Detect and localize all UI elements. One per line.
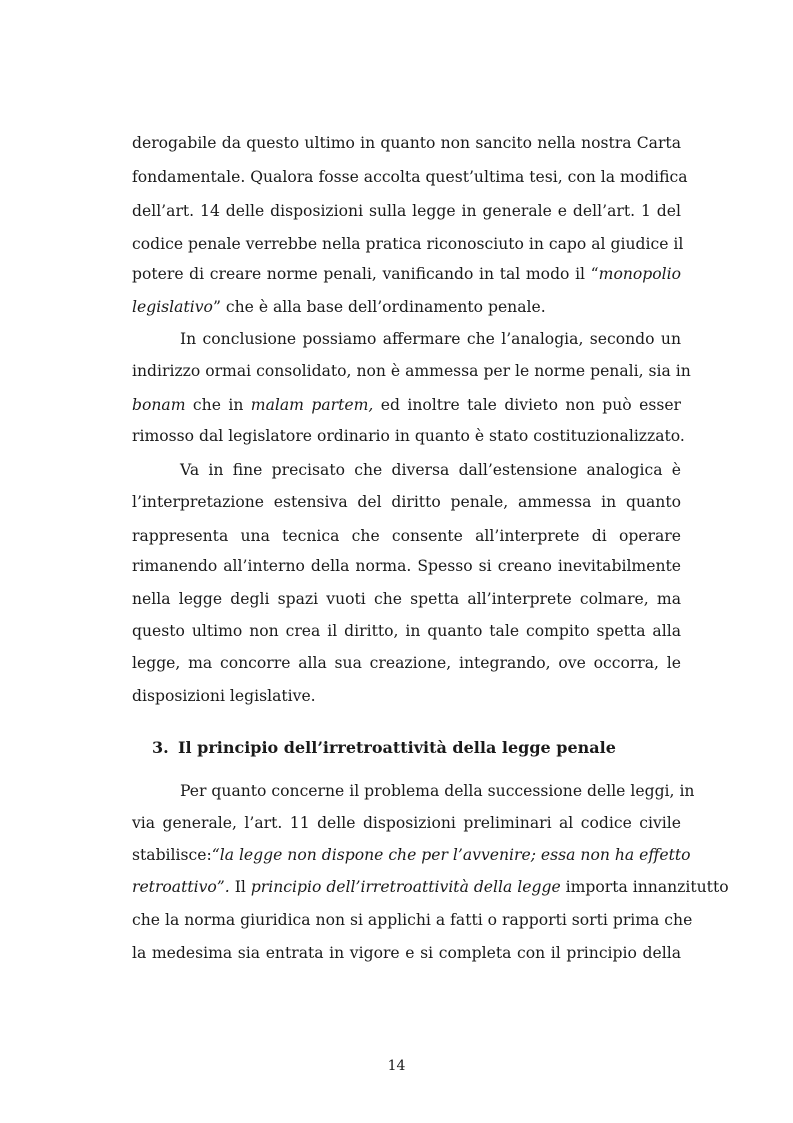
body-line [132,877,729,897]
body-line: codice penale verrebbe nella pratica riconosciuto in capo al giudice il [132,235,684,253]
body-line: derogabile da questo ultimo in quanto non sancito nella nostra Carta [132,134,681,152]
body-line [132,395,681,415]
body-line [132,264,681,284]
body-line: rimosso dal legislatore ordinario in quanto è stato costituzionalizzato. [132,427,685,445]
paragraph-first-line: Va in fine precisato che diversa dall’estensione analogica è [180,461,681,479]
body-line: fondamentale. Qualora fosse accolta quest’ultima tesi, con la modifica [132,168,688,186]
section-number: 3. [152,738,169,757]
italic-quote: “la legge non dispone che per l’avvenire; essa non ha effetto [211,846,691,864]
body-line: indirizzo ormai consolidato, non è ammessa per le norme penali, sia in [132,362,691,380]
body-line: che la norma giuridica non si applichi a fatti o rapporti sorti prima che [132,911,693,929]
text-run: potere di creare norme penali, vanificando in tal modo il “ [132,265,599,283]
text-run: ed inoltre tale divieto non può esser [373,396,682,414]
body-line: la medesima sia entrata in vigore e si completa con il principio della [132,944,681,962]
text-run: che in [185,396,251,414]
body-line: legge, ma concorre alla sua creazione, integrando, ove occorra, le [132,654,681,672]
italic-term: bonam [132,396,186,414]
paragraph-first-line: In conclusione possiamo affermare che l’analogia, secondo un [180,330,681,348]
body-line: disposizioni legislative. [132,687,316,705]
italic-term: legislativo [132,298,213,316]
body-line: questo ultimo non crea il diritto, in quanto tale compito spetta alla [132,622,681,640]
body-line: nella legge degli spazi vuoti che spetta all’interprete colmare, ma [132,590,681,608]
section-heading [152,738,616,758]
body-line: via generale, l’art. 11 delle disposizioni preliminari al codice civile [132,814,681,832]
page-number: 14 [387,1058,406,1074]
body-line: rimanendo all’interno della norma. Spesso si creano inevitabilmente [132,557,681,575]
italic-term: monopolio [598,265,681,283]
text-run: importa innanzitutto [560,878,729,896]
body-line [132,845,691,865]
body-line: dell’art. 14 delle disposizioni sulla legge in generale e dell’art. 1 del [132,202,681,220]
italic-term: malam partem, [250,396,374,414]
body-line [132,297,681,317]
italic-term: principio dell’irretroattività della legge [250,878,561,896]
italic-quote: retroattivo”. [132,878,230,896]
section-title: Il principio dell’irretroattività della legge penale [178,738,616,757]
paragraph-first-line: Per quanto concerne il problema della successione delle leggi, in [180,782,695,800]
body-line: rappresenta una tecnica che consente all’interprete di operare [132,527,681,545]
text-run: ” che è alla base dell’ordinamento penale. [212,298,546,316]
text-run: stabilisce: [132,846,212,864]
body-line: l’interpretazione estensiva del diritto penale, ammessa in quanto [132,493,681,511]
text-run: Il [229,878,251,896]
